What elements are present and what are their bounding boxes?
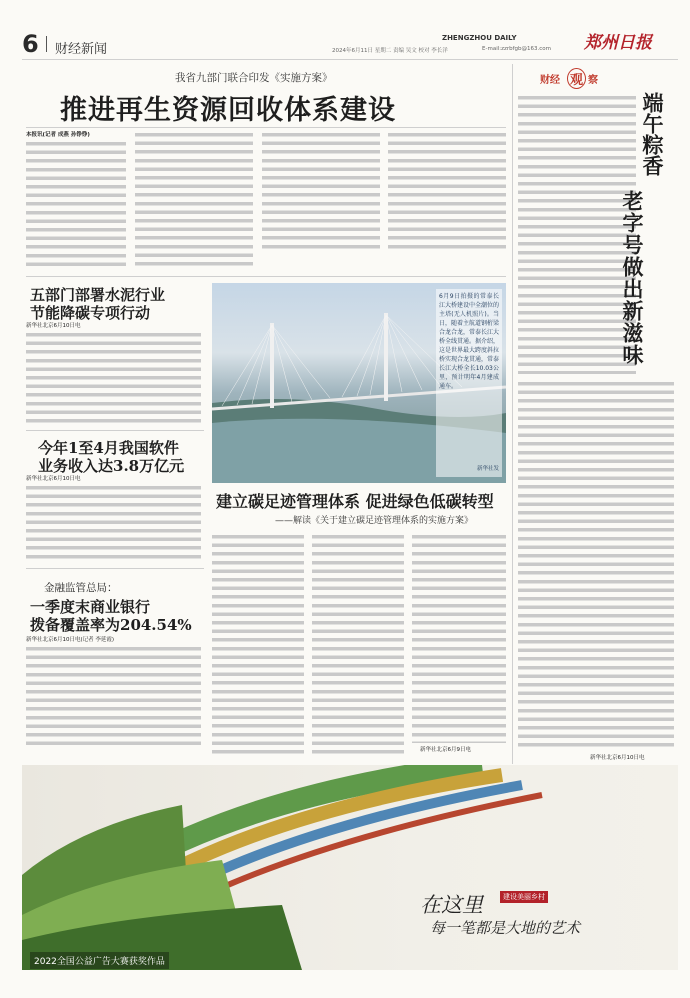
carbon-byline: 新华社北京6月9日电: [420, 747, 471, 753]
carbon-body-col2: [312, 533, 404, 758]
lead-kicker: 我省九部门联合印发《实施方案》: [175, 72, 333, 84]
bank-title-1: 一季度末商业银行: [30, 598, 151, 616]
cement-title-2: 节能降碳专项行动: [30, 304, 151, 322]
cement-rule: [26, 430, 204, 431]
software-byline: 新华社北京6月10日电: [26, 476, 81, 482]
cement-title-1: 五部门部署水泥行业: [30, 286, 166, 304]
carbon-body-col1: [212, 533, 304, 758]
page-header: [22, 30, 678, 60]
ad-stamp: 建设美丽乡村: [500, 891, 548, 903]
ad-slogan: 在这里: [420, 893, 483, 917]
cement-byline: 新华社北京6月10日电: [26, 323, 81, 329]
software-title-2: 业务收入达3.8万亿元: [38, 457, 185, 475]
ad-footer: 2022全国公益广告大赛获奖作品: [30, 952, 169, 969]
photo-caption: 6月9日拍摄的常泰长江大桥建设中全潮位的主塔(无人机照片)。当日，随着主航道钢桁梁合龙合龙，常泰长江大桥全线贯通。据介绍，这是世界最大跨度斜拉桥实现合龙贯通，常泰长江大桥全长10.03公里，预计明年4月建成通车。: [439, 293, 499, 390]
side-headline-a: 端午粽香: [640, 92, 665, 176]
lead-bottom-rule: [26, 276, 506, 277]
paper-name-en: ZHENGZHOU DAILY: [442, 34, 517, 42]
bank-byline: 新华社北京6月10日电(记者 李延霞): [26, 637, 115, 643]
lead-body-col1: [26, 140, 126, 270]
photo-caption-box: [436, 289, 502, 477]
lead-byline: 本报讯(记者 成燕 孙铮铮): [26, 132, 90, 138]
carbon-body-col3: [412, 533, 506, 743]
bridge-tower-right: [384, 313, 388, 401]
section-name: 财经新闻: [55, 42, 108, 57]
side-body-bottom: [518, 380, 674, 750]
software-title-1: 今年1至4月我国软件: [38, 439, 179, 457]
dateline: 2024年6月11日 星期二 责编 吴文 校对 李长洋: [332, 48, 448, 54]
software-rule: [26, 568, 204, 569]
ad-slogan-b: 每一笔都是大地的艺术: [430, 919, 581, 937]
page-number: 6: [22, 30, 39, 58]
side-headline-b: 老字号做出新滋味: [620, 190, 645, 366]
side-byline: 新华社北京6月10日电: [590, 755, 645, 761]
paper-name-cn: 郑州日报: [584, 33, 652, 53]
bridge-photo: [212, 283, 506, 483]
software-body: [26, 484, 201, 562]
header-divider: [46, 36, 47, 52]
lead-body-col3: [262, 131, 380, 251]
lead-rule: [26, 127, 506, 128]
lead-title: 推进再生资源回收体系建设: [60, 95, 396, 126]
side-tag-left: 财经: [540, 75, 560, 86]
editor-email: E-mail:zzrbfgb@163.com: [482, 46, 552, 52]
side-divider: [512, 64, 513, 764]
ad-panel: [22, 765, 678, 970]
lead-body-col2: [135, 131, 253, 270]
lead-body-col4: [388, 131, 506, 251]
photo-credit: 新华社发: [476, 466, 499, 472]
bank-title-2: 拨备覆盖率为204.54%: [30, 616, 192, 634]
bank-kicker: 金融监管总局：: [44, 582, 118, 594]
carbon-subtitle: ——解读《关于建立碳足迹管理体系的实施方案》: [275, 516, 474, 526]
ad-landscape: [22, 765, 678, 970]
bank-body: [26, 645, 201, 750]
bridge-tower-left: [270, 323, 274, 408]
side-tag: [540, 68, 620, 86]
side-tag-center: 观: [567, 68, 586, 89]
cement-body: [26, 331, 201, 426]
carbon-title: 建立碳足迹管理体系 促进绿色低碳转型: [216, 492, 494, 511]
side-tag-right: 察: [588, 75, 598, 86]
